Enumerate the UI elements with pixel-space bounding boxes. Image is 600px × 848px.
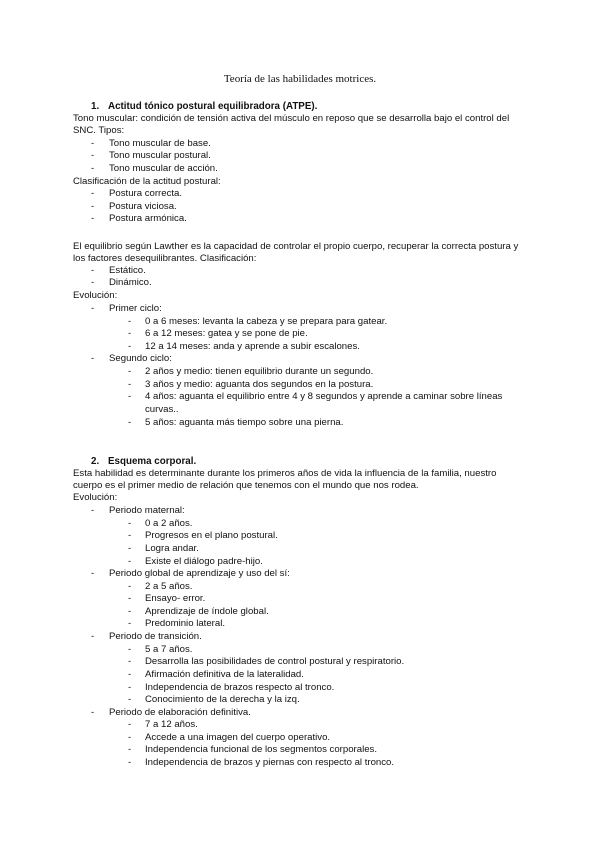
page-title: Teoría de las habilidades motrices. — [223, 73, 377, 85]
tono-item: Tono muscular de acción. — [109, 163, 218, 174]
bullet-dash: - — [128, 417, 132, 428]
postura-item: Postura correcta. — [109, 188, 183, 199]
bullet-dash: - — [91, 568, 95, 579]
periodo-subitem: Desarrolla las posibilidades de control postural y respiratorio. — [145, 656, 405, 667]
s1-intro-line: Tono muscular: condición de tensión activa del músculo en reposo que se desarrolla bajo el control del — [73, 113, 510, 124]
periodo-subitem: Independencia de brazos y piernas con respecto al tronco. — [145, 757, 395, 768]
bullet-dash: - — [91, 707, 95, 718]
ciclo-subitem: 0 a 6 meses: levanta la cabeza y se prepara para gatear. — [145, 316, 388, 327]
equilibrio-item: Dinámico. — [109, 277, 152, 288]
s1-intro-line: SNC. Tipos: — [73, 125, 125, 136]
evolucion-label: Evolución: — [73, 290, 118, 301]
bullet-dash: - — [128, 316, 132, 327]
bullet-dash: - — [91, 188, 95, 199]
bullet-dash: - — [128, 379, 132, 390]
ciclo-subitem: 3 años y medio: aguanta dos segundos en la postura. — [145, 379, 374, 390]
bullet-dash: - — [128, 556, 132, 567]
bullet-dash: - — [91, 163, 95, 174]
periodo-item: Periodo maternal: — [109, 505, 185, 516]
bullet-dash: - — [128, 581, 132, 592]
s2-intro-line: Esta habilidad es determinante durante los primeros años de vida la influencia de la familia, nuestro — [73, 468, 497, 479]
bullet-dash: - — [128, 328, 132, 339]
equilibrio-line: los factores desequilibrantes. Clasificación: — [73, 253, 257, 264]
section-number: 1. — [91, 101, 100, 112]
bullet-dash: - — [128, 757, 132, 768]
periodo-subitem: Aprendizaje de índole global. — [145, 606, 269, 617]
periodo-item: Periodo de transición. — [109, 631, 202, 642]
periodo-subitem: Existe el diálogo padre-hijo. — [145, 556, 263, 567]
periodo-subitem: 0 a 2 años. — [145, 518, 193, 529]
bullet-dash: - — [128, 518, 132, 529]
bullet-dash: - — [128, 744, 132, 755]
s2-intro-line: cuerpo es el primer medio de relación que tenemos con el mundo que nos rodea. — [73, 480, 419, 491]
periodo-subitem: Afirmación definitiva de la lateralidad. — [145, 669, 304, 680]
ciclo-subitem: 2 años y medio: tienen equilibrio durante un segundo. — [145, 366, 374, 377]
bullet-dash: - — [128, 669, 132, 680]
periodo-item: Periodo global de aprendizaje y uso del sí: — [109, 568, 290, 579]
ciclo-subitem: 5 años: aguanta más tiempo sobre una pierna. — [145, 417, 344, 428]
bullet-dash: - — [128, 656, 132, 667]
bullet-dash: - — [91, 631, 95, 642]
s2-heading: Esquema corporal. — [108, 456, 197, 467]
postura-item: Postura viciosa. — [109, 201, 177, 212]
bullet-dash: - — [128, 682, 132, 693]
bullet-dash: - — [91, 505, 95, 516]
ciclo-subitem: 12 a 14 meses: anda y aprende a subir escalones. — [145, 341, 360, 352]
bullet-dash: - — [128, 719, 132, 730]
postura-item: Postura armónica. — [109, 213, 187, 224]
clasif-label: Clasificación de la actitud postural: — [73, 176, 221, 187]
equilibrio-line: El equilibrio según Lawther es la capacidad de controlar el propio cuerpo, recuperar la correcta postura y — [73, 241, 519, 252]
ciclo-subitem-cont: curvas.. — [145, 404, 179, 415]
bullet-dash: - — [91, 277, 95, 288]
bullet-dash: - — [128, 644, 132, 655]
bullet-dash: - — [128, 606, 132, 617]
periodo-subitem: Predominio lateral. — [145, 618, 225, 629]
periodo-subitem: Conocimiento de la derecha y la izq. — [145, 694, 300, 705]
tono-item: Tono muscular postural. — [109, 150, 211, 161]
bullet-dash: - — [91, 150, 95, 161]
periodo-item: Periodo de elaboración definitiva. — [109, 707, 251, 718]
ciclo-item: Primer ciclo: — [109, 303, 162, 314]
periodo-subitem: Logra andar. — [145, 543, 199, 554]
bullet-dash: - — [128, 391, 132, 402]
bullet-dash: - — [128, 732, 132, 743]
periodo-subitem: Ensayo- error. — [145, 593, 206, 604]
bullet-dash: - — [128, 530, 132, 541]
periodo-subitem: 7 a 12 años. — [145, 719, 198, 730]
ciclo-subitem: 6 a 12 meses: gatea y se pone de pie. — [145, 328, 308, 339]
periodo-subitem: Accede a una imagen del cuerpo operativo. — [145, 732, 331, 743]
s1-heading: Actitud tónico postural equilibradora (ATPE). — [108, 101, 318, 112]
periodo-subitem: 5 a 7 años. — [145, 644, 193, 655]
bullet-dash: - — [91, 138, 95, 149]
ciclo-item: Segundo ciclo: — [109, 353, 172, 364]
bullet-dash: - — [128, 694, 132, 705]
bullet-dash: - — [91, 201, 95, 212]
periodo-subitem: Progresos en el plano postural. — [145, 530, 278, 541]
bullet-dash: - — [128, 543, 132, 554]
tono-item: Tono muscular de base. — [109, 138, 211, 149]
periodo-subitem: 2 a 5 años. — [145, 581, 193, 592]
section-number: 2. — [91, 456, 100, 467]
evolucion-label: Evolución: — [73, 492, 118, 503]
periodo-subitem: Independencia de brazos respecto al tronco. — [145, 682, 335, 693]
bullet-dash: - — [91, 213, 95, 224]
ciclo-subitem: 4 años: aguanta el equilibrio entre 4 y 8 segundos y aprende a caminar sobre líneas — [145, 391, 503, 402]
bullet-dash: - — [128, 618, 132, 629]
bullet-dash: - — [91, 265, 95, 276]
periodo-subitem: Independencia funcional de los segmentos corporales. — [145, 744, 378, 755]
bullet-dash: - — [128, 341, 132, 352]
bullet-dash: - — [91, 303, 95, 314]
bullet-dash: - — [128, 593, 132, 604]
bullet-dash: - — [91, 353, 95, 364]
bullet-dash: - — [128, 366, 132, 377]
equilibrio-item: Estático. — [109, 265, 146, 276]
